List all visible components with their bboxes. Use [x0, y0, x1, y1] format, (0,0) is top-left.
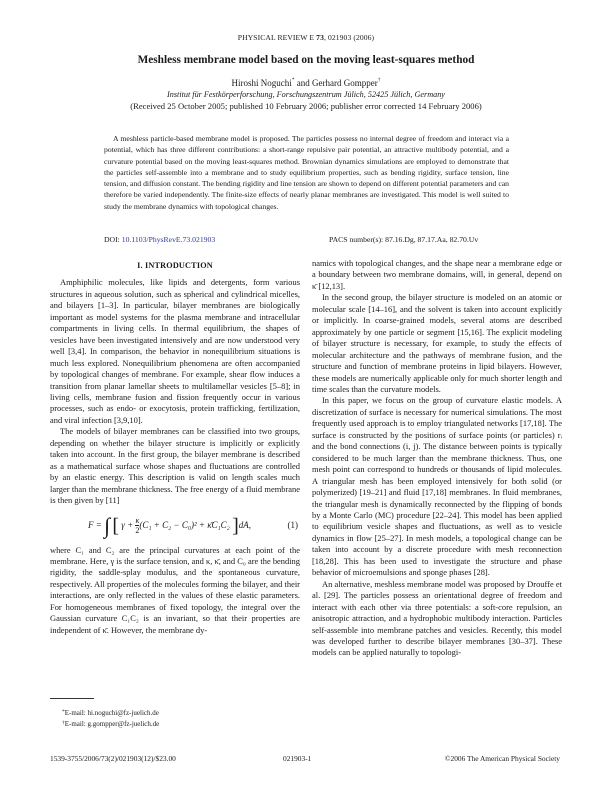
footnote-divider [50, 698, 94, 699]
eq-open-bracket: [ [112, 514, 120, 537]
paragraph: namics with topological changes, and the shape near a membrane edge or a boundary between two membrane domains, will, in general, depend on κ̄ [12,13]. [312, 258, 562, 291]
footnote-mark: † [62, 719, 65, 726]
paragraph: In the second group, the bilayer structure is modeled on an atomic or molecular scale [14–16], and the solvent is taken into account explicitly or implicitly. In coarse-grained models, several atoms are described approximately by one particle or segment [15,16]. The explicit modeling of bilayer structure is necessary, for example, to study the effects of molecular architecture and the pathways of membrane fusion, and the structure and function of membrane proteins in lipid bilayers. However, these models are numerically applicable only for much shorter length and time scales than the curvature models. [312, 292, 562, 394]
eq-close-bracket: ] [232, 514, 239, 537]
footnote-email[interactable]: E-mail: g.gompper@fz-juelich.de [64, 719, 160, 728]
affiliation: Institut für Festkörperforschung, Forschungszentrum Jülich, 52425 Jülich, Germany [167, 90, 445, 99]
footnote-mark[interactable]: † [377, 77, 381, 83]
eq-frac-num: κ [135, 516, 140, 526]
footnote [62, 719, 159, 730]
paragraph: The models of bilayer membranes can be classified into two groups, depending on whether the bilayer structure is implicitly or explicitly taken into account. In the first group, the bilayer membrane is described as a mathematical surface whose shapes and fluctuations are controlled by an elastic energy. This description is valid on length scales much larger than the membrane thickness. The free energy of a fluid membrane is then given by [11] [50, 426, 300, 506]
issn-code: 1539-3755/2006/73(2)/021903(12)/$23.00 [50, 754, 176, 763]
doi-link[interactable]: 10.1103/PhysRevE.73.021903 [121, 235, 216, 244]
eq-tail: dA, [238, 519, 251, 530]
doi [104, 235, 215, 244]
right-column [312, 258, 562, 659]
abstract-text: A meshless particle-based membrane model is proposed. The particles possess no internal degree of freedom and interact via a potential, which has three different contributions: a short-range repulsive pair potential, an attractive multibody potential, and a curvature potential based on the moving least-squares method. Brownian dynamics simulations are employed to demonstrate that the particles self-assemble into a membrane and to study equilibrium properties, such as bending rigidity, surface tension, line tension, and diffusion constant. The bending rigidity and line tension are shown to depend on different potential parameters and can therefore be varied independently. The finite-size effects of nearly planar membranes are investigated. This model is well suited to study the membrane dynamics with topological changes. [104, 134, 509, 211]
author-list [0, 78, 612, 88]
doi-label: DOI: [104, 235, 122, 244]
footnote-mark[interactable]: * [291, 77, 295, 83]
paragraph: Amphiphilic molecules, like lipids and detergents, form various structures in aqueous solution, such as spherical and cylindrical micelles, and bilayers [1–3]. In particular, bilayer membranes are biologically important as model systems for the plasma membrane and intracellular compartments in living cells. In thermal equilibrium, the shapes of vesicles have been investigated intensively and are now understood very well [3,4]. In comparison, the behavior in nonequilibrium situations is much less explored. Nonequilibrium phenomena are often accompanied by topological changes of membrane. For example, shear flow induces a transition from planar lamellar sheets to multilamellar vesicles [5–8]; in living cells, membrane fusion and fission frequently occur in various processes, such as endo- or exocytosis, protein trafficking, fertilization, and viral infection [3,9,10]. [50, 277, 300, 425]
equation-number: (1) [287, 519, 298, 530]
journal-volume: 73 [316, 33, 324, 42]
author-name: Hiroshi Noguchi [231, 78, 292, 88]
equation-body [88, 512, 251, 538]
pacs-numbers: PACS number(s): 87.16.Dg, 87.17.Aa, 82.70.Uv [329, 235, 479, 244]
author-join: and [294, 78, 312, 88]
journal-name: PHYSICAL REVIEW E [237, 33, 317, 42]
paragraph: where C₁ and C₂ are the principal curvatures at each point of the membrane. Here, γ is the surface tension, and κ, κ̄, and C₀ are the bending rigidity, the saddle-splay modulus, and the spontaneous curvature, respectively. All properties of the molecules forming the bilayer, and their interactions, are only reflected in the values of these elastic parameters. For homogeneous membranes of fixed topology, the integral over the Gaussian curvature C₁C₂ is an invariant, so that their properties are independent of κ̄. However, the membrane dy- [50, 544, 300, 635]
footnote [62, 708, 159, 719]
running-head [0, 33, 612, 42]
integral-sign: ∫ [104, 512, 111, 538]
paragraph: In this paper, we focus on the group of curvature elastic models. A discretization of surface is necessary for numerical simulations. The most frequently used approach is to employ triangulated networks [17,18]. The surface is constructed by the positions of surface points (or particles) rᵢ and the bond connections (i, j). The distance between points is typically considered to be much larger than the membrane thickness. Thus, one mesh point can correspond to hundreds or thousands of lipid molecules. A triangular mesh has been employed intensively for both solid (or polymerized) [19–21] and fluid [17,18] membranes. In fluid membranes, the triangular mesh is dynamically reconnected by the flipping of bonds by a Monte Carlo (MC) procedure [22–24]. This model has been applied to equilibrium vesicle shapes and fluctuations, as well as to vesicle dynamics in flow [25–27]. In mesh models, a topological change can be taken into account by a discrete procedure with mesh reconnection [18,28]. This has been used to investigate the structure and phase behavior of microemulsions and sponge phases [28]. [312, 395, 562, 578]
section-heading: I. INTRODUCTION [137, 261, 213, 270]
eq-terms: (C₁ + C₂ − C₀)² + κ̄C₁C₂ [139, 519, 230, 530]
eq-gamma: γ + [121, 519, 136, 530]
paragraph: An alternative, meshless membrane model was proposed by Drouffe et al. [29]. The particles possess an orientational degree of freedom and interact with each other via three potentials: a soft-core repulsion, an anisotropic attraction, and a hydrophobic multibody interaction. Particles self-assemble into membrane patches and vesicles. Recently, this model was developed further to describe bilayer membranes [30–37]. These models can be applied naturally to topologi- [312, 578, 562, 658]
copyright: ©2006 The American Physical Society [444, 754, 560, 763]
left-column [50, 260, 300, 636]
eq-frac-den: 2 [135, 526, 140, 536]
footnote-mark: * [62, 709, 65, 715]
eq-lhs: F = [88, 519, 105, 530]
footnotes [62, 708, 159, 729]
page-number: 021903-1 [283, 754, 312, 763]
received-dates: (Received 25 October 2005; published 10 February 2006; publisher error corrected 14 February 2006) [130, 101, 482, 111]
abstract [104, 133, 509, 212]
article-title: Meshless membrane model based on the moving least-squares method [137, 54, 475, 66]
article-number: , 021903 (2006) [323, 33, 375, 42]
author-name: Gerhard Gompper [312, 78, 378, 88]
footnote-email[interactable]: E-mail: hi.noguchi@fz-juelich.de [64, 709, 159, 717]
equation-1 [50, 509, 300, 543]
